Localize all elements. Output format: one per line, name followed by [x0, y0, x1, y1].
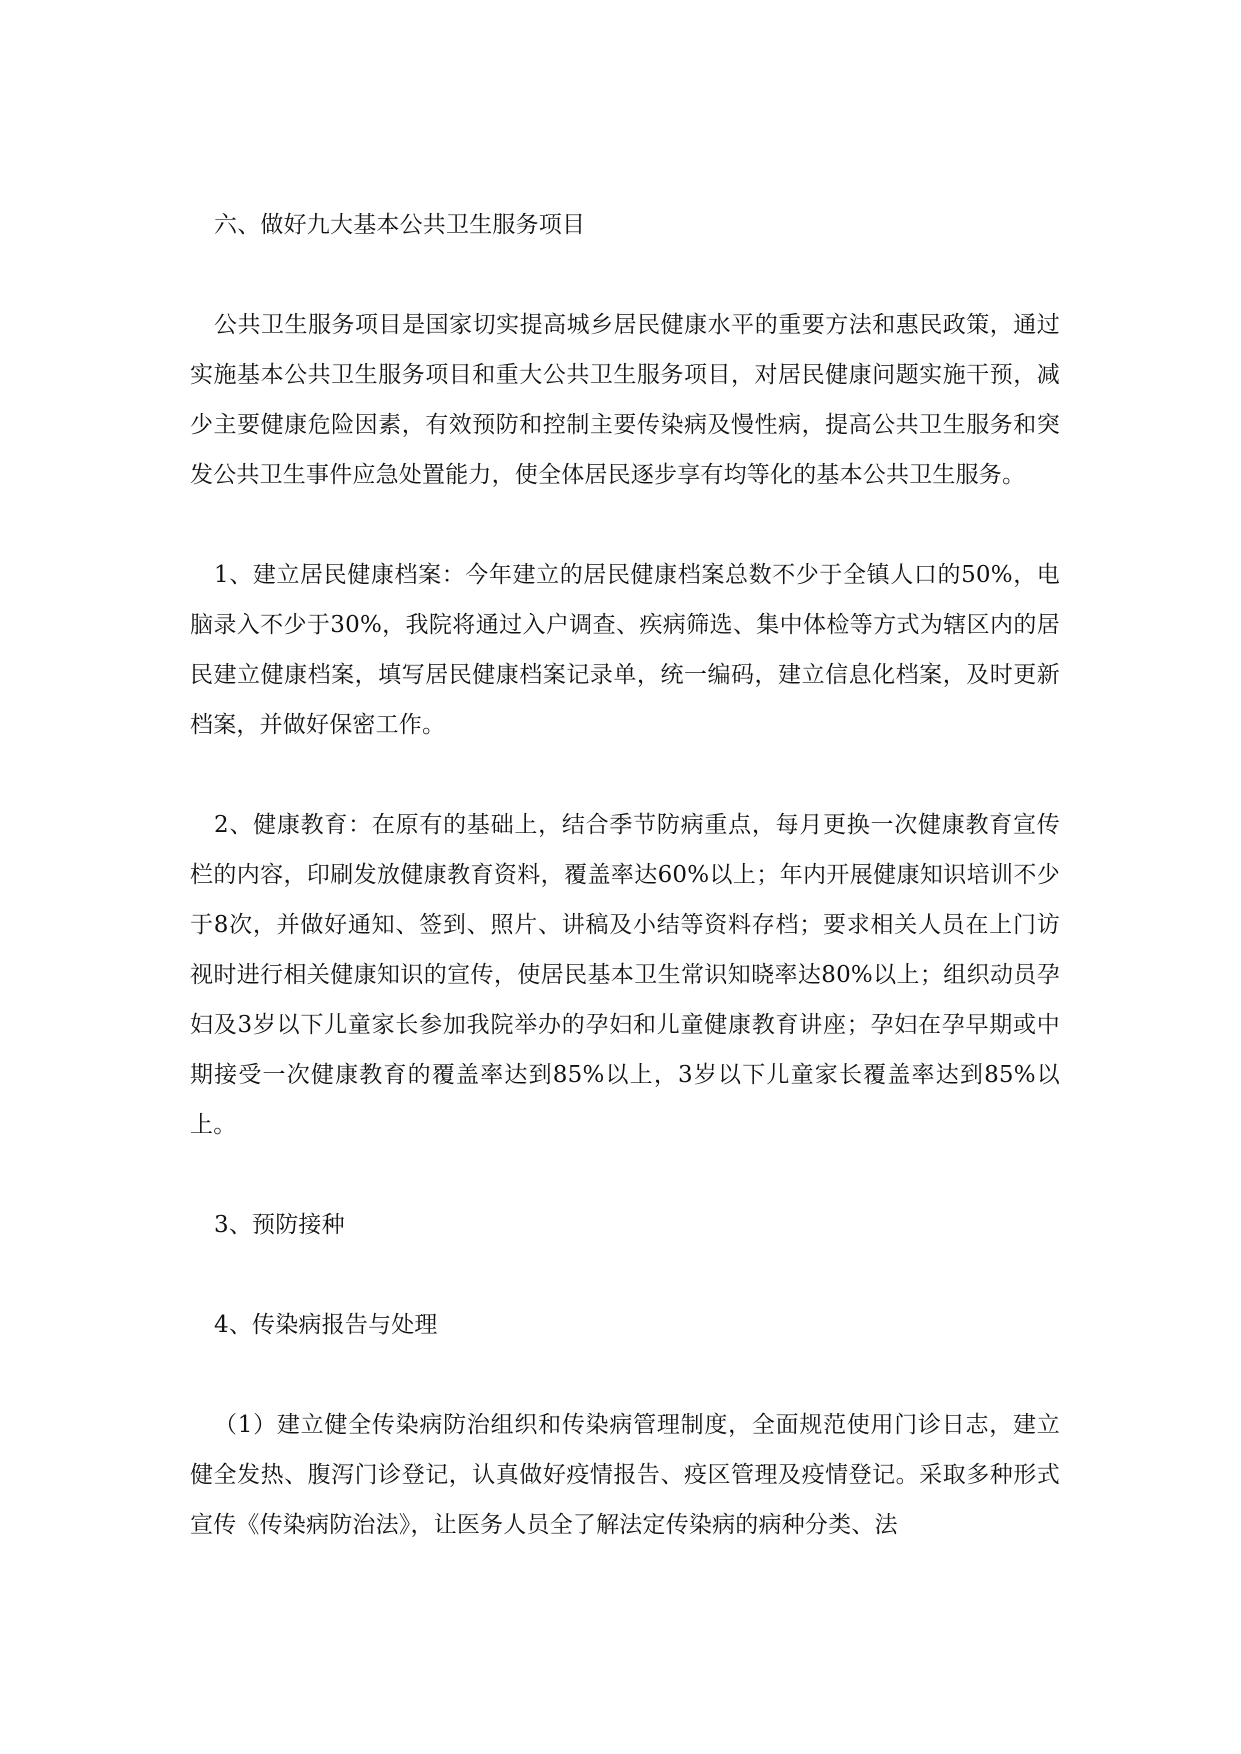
paragraph-infectious-disease: 4、传染病报告与处理	[214, 1312, 438, 1338]
paragraph-health-records: 1、建立居民健康档案：今年建立的居民健康档案总数不少于全镇人口的50%，电脑录入不少于30%，我院将通过入户调查、疾病筛选、集中体检等方式为辖区内的居民建立健康档案，填写居民健康档案记录单，统一编码，建立信息化档案，及时更新档案，并做好保密工作。	[190, 562, 1060, 738]
section-title: 六、做好九大基本公共卫生服务项目	[214, 212, 586, 238]
paragraph-health-education: 2、健康教育：在原有的基础上，结合季节防病重点，每月更换一次健康教育宣传栏的内容，印刷发放健康教育资料，覆盖率达60%以上；年内开展健康知识培训不少于8次，并做好通知、签到、照片、讲稿及小结等资料存档；要求相关人员在上门访视时进行相关健康知识的宣传，使居民基本卫生常识知晓率达80%以上；组织动员孕妇及3岁以下儿童家长参加我院举办的孕妇和儿童健康教育讲座；孕妇在孕早期或中期接受一次健康教育的覆盖率达到85%以上，3岁以下儿童家长覆盖率达到85%以上。	[190, 812, 1060, 1138]
document-body	[190, 200, 1060, 1550]
paragraph-vaccination: 3、预防接种	[214, 1212, 345, 1238]
paragraph-infectious-disease-detail: （1）建立健全传染病防治组织和传染病管理制度，全面规范使用门诊日志，建立健全发热、腹泻门诊登记，认真做好疫情报告、疫区管理及疫情登记。采取多种形式宣传《传染病防治法》，让医务人员全了解法定传染病的病种分类、法	[190, 1412, 1060, 1538]
paragraph-intro: 公共卫生服务项目是国家切实提高城乡居民健康水平的重要方法和惠民政策，通过实施基本公共卫生服务项目和重大公共卫生服务项目，对居民健康问题实施干预，减少主要健康危险因素，有效预防和控制主要传染病及慢性病，提高公共卫生服务和突发公共卫生事件应急处置能力，使全体居民逐步享有均等化的基本公共卫生服务。	[190, 312, 1060, 488]
